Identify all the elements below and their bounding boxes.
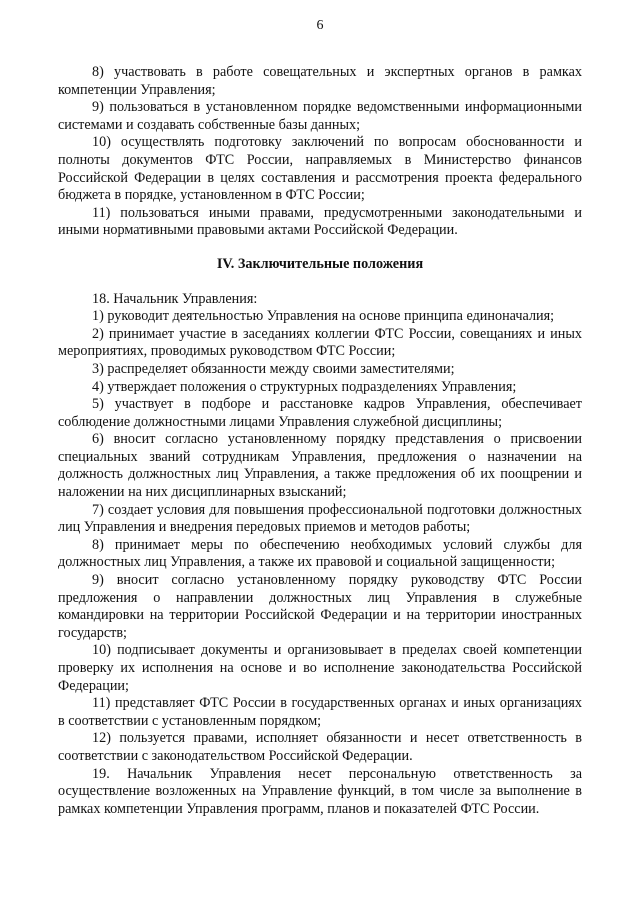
- clause-18-item-12: 12) пользуется правами, исполняет обязанности и несет ответственность в соответствии с законодательством Российской Федерации.: [58, 730, 582, 764]
- paragraph-rights-10: 10) осуществлять подготовку заключений по вопросам обоснованности и полноты документов ФТС России, направляемых в Министерство финансов Российской Федерации в целях составления и рассмотрения проекта федерального бюджета в порядке, установленном в ФТС России;: [58, 134, 582, 204]
- page-number: 6: [316, 18, 324, 33]
- clause-18-item-11: 11) представляет ФТС России в государственных органах и иных организациях в соответствии с установленным порядком;: [58, 695, 582, 729]
- clause-18-intro: 18. Начальник Управления:: [92, 290, 258, 307]
- clause-18-item-5: 5) участвует в подборе и расстановке кадров Управления, обеспечивает соблюдение должностными лицами Управления служебной дисциплины;: [58, 396, 582, 430]
- clause-18-item-7: 7) создает условия для повышения профессиональной подготовки должностных лиц Управления и внедрения передовых приемов и методов работы;: [58, 501, 582, 536]
- paragraph-rights-11: 11) пользоваться иными правами, предусмотренными законодательными и иными нормативными правовыми актами Российской Федерации.: [58, 204, 582, 239]
- clause-18-item-10: 10) подписывает документы и организовывает в пределах своей компетенции проверку их исполнения на основе и во исполнение законодательства Российской Федерации;: [58, 642, 582, 694]
- clause-18-item-1: 1) руководит деятельностью Управления на основе принципа единоначалия;: [92, 308, 555, 325]
- clause-18-item-3: 3) распределяет обязанности между своими заместителями;: [92, 360, 455, 377]
- clause-18-item-8: 8) принимает меры по обеспечению необходимых условий службы для должностных лиц Управления, а также их правовой и социальной защищенности;: [58, 536, 582, 571]
- clause-19: 19. Начальник Управления несет персональную ответственность за осуществление возложенных на Управление функций, в том числе за выполнение в рамках компетенции Управления программ, планов и показателей ФТС России.: [58, 765, 582, 817]
- clause-18-item-9: 9) вносит согласно установленному порядку руководству ФТС России предложения о направлении должностных лиц Управления в служебные командировки на территории Российской Федерации и на территории иностранных государств;: [58, 572, 582, 641]
- section-heading: IV. Заключительные положения: [216, 255, 424, 272]
- clause-18-item-4: 4) утверждает положения о структурных подразделениях Управления;: [92, 378, 517, 395]
- clause-18-item-6: 6) вносит согласно установленному порядку представления о присвоении специальных званий сотрудникам Управления, предложения о назначении на должность должностных лиц Управления, а также предложения об их поощрении и наложении на них дисциплинарных взысканий;: [58, 431, 582, 501]
- paragraph-rights-9: 9) пользоваться в установленном порядке ведомственными информационными системами и создавать собственные базы данных;: [58, 99, 582, 133]
- clause-18-item-2: 2) принимает участие в заседаниях коллегии ФТС России, совещаниях и иных мероприятиях, проводимых руководством ФТС России;: [58, 325, 582, 360]
- document-body: [58, 64, 582, 818]
- paragraph-rights-8: 8) участвовать в работе совещательных и экспертных органов в рамках компетенции Управления;: [58, 64, 582, 98]
